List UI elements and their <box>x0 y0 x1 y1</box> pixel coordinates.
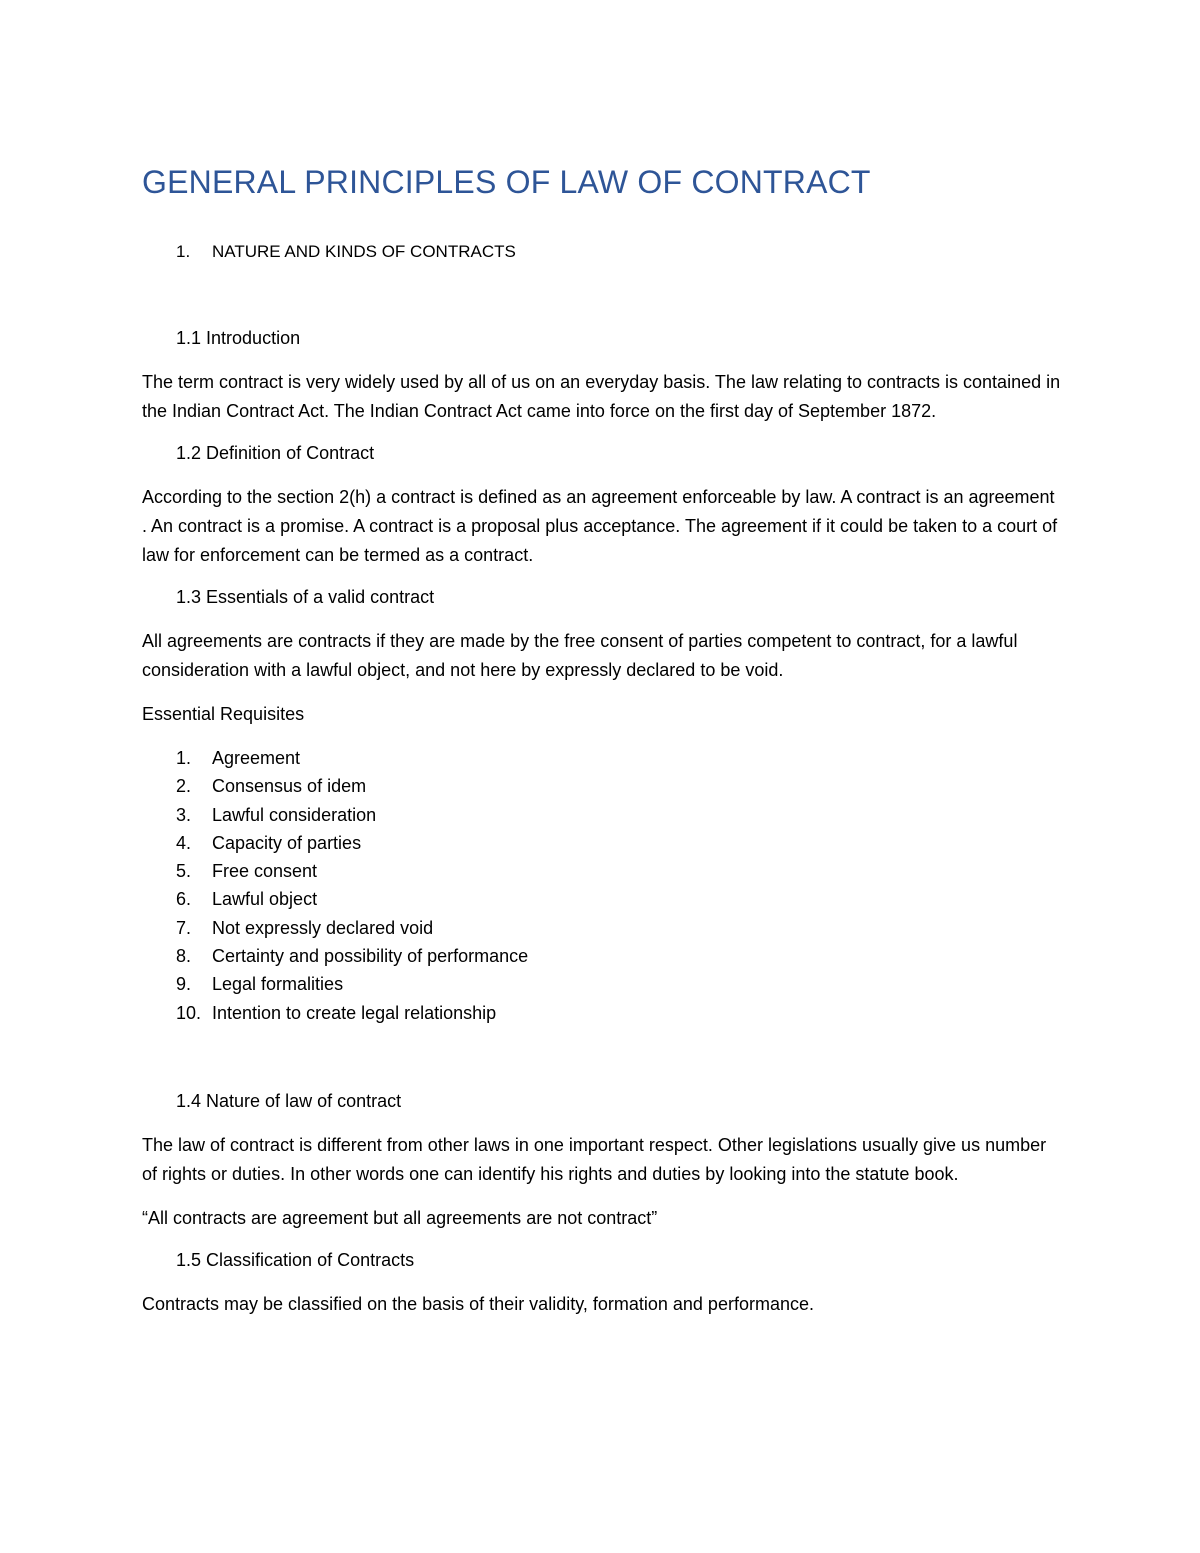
section-heading-introduction: 1.1 Introduction <box>176 328 301 348</box>
list-item-number: 6. <box>176 889 192 910</box>
paragraph-essentials: All agreements are contracts if they are made by the free consent of parties competent to contract, for a lawful consideration with a lawful object, and not here by expressly declared to be void. <box>142 631 1018 680</box>
list-item-text: Intention to create legal relationship <box>212 1002 497 1023</box>
list-item-number: 1. <box>176 748 192 768</box>
list-item-text: Lawful consideration <box>212 804 377 825</box>
list-item <box>142 942 1062 970</box>
document-title: GENERAL PRINCIPLES OF LAW OF CONTRACT <box>142 164 871 200</box>
list-item-number: 7. <box>176 917 192 938</box>
list-title-essential-requisites: Essential Requisites <box>142 704 305 724</box>
section-heading-nature-of-law: 1.4 Nature of law of contract <box>176 1090 402 1111</box>
list-item-number: 8. <box>176 946 192 967</box>
chapter-heading <box>142 240 1062 264</box>
list-item <box>142 772 1062 800</box>
quote: “All contracts are agreement but all agreements are not contract” <box>142 1207 658 1228</box>
paragraph-introduction: The term contract is very widely used by all of us on an everyday basis. The law relating to contracts is contained in the Indian Contract Act. The Indian Contract Act came into force on the first day of September 1872. <box>142 372 1061 421</box>
list-item-number: 9. <box>176 974 192 995</box>
list-item-text: Capacity of parties <box>212 832 362 853</box>
list-item-text: Legal formalities <box>212 974 344 995</box>
list-item-number: 2. <box>176 776 192 797</box>
paragraph-classification: Contracts may be classified on the basis of their validity, formation and performance. <box>142 1293 814 1314</box>
list-item <box>142 857 1062 885</box>
list-item <box>142 999 1062 1027</box>
section-heading-essentials: 1.3 Essentials of a valid contract <box>176 587 435 607</box>
list-item <box>142 744 1062 772</box>
chapter-number: 1. <box>176 242 191 261</box>
list-item <box>142 829 1062 857</box>
list-item-text: Free consent <box>212 861 318 882</box>
chapter-label: NATURE AND KINDS OF CONTRACTS <box>212 242 516 261</box>
list-item <box>142 885 1062 913</box>
list-item-text: Consensus of idem <box>212 776 367 797</box>
list-item-text: Agreement <box>212 748 301 768</box>
list-item <box>142 970 1062 998</box>
requisites-list <box>142 744 1062 1027</box>
list-item-text: Not expressly declared void <box>212 917 434 938</box>
section-heading-definition: 1.2 Definition of Contract <box>176 443 375 463</box>
list-item-number: 10. <box>176 1002 202 1023</box>
paragraph-nature-of-law: The law of contract is different from other laws in one important respect. Other legislations usually give us number of rights or duties. In other words one can identify his rights and duties by looking into the statute book. <box>142 1134 1047 1184</box>
section-heading-classification: 1.5 Classification of Contracts <box>176 1249 415 1270</box>
list-item-text: Certainty and possibility of performance <box>212 946 529 967</box>
list-item-number: 4. <box>176 832 192 853</box>
paragraph-definition: According to the section 2(h) a contract is defined as an agreement enforceable by law. A contract is an agreement . An contract is a promise. A contract is a proposal plus acceptance. The agreement if it could be taken to a court of law for enforcement can be termed as a contract. <box>142 487 1058 565</box>
list-item-number: 5. <box>176 861 192 882</box>
list-item <box>142 914 1062 942</box>
list-item-text: Lawful object <box>212 889 318 910</box>
document-body <box>142 160 1062 1319</box>
list-item-number: 3. <box>176 804 192 825</box>
list-item <box>142 801 1062 829</box>
